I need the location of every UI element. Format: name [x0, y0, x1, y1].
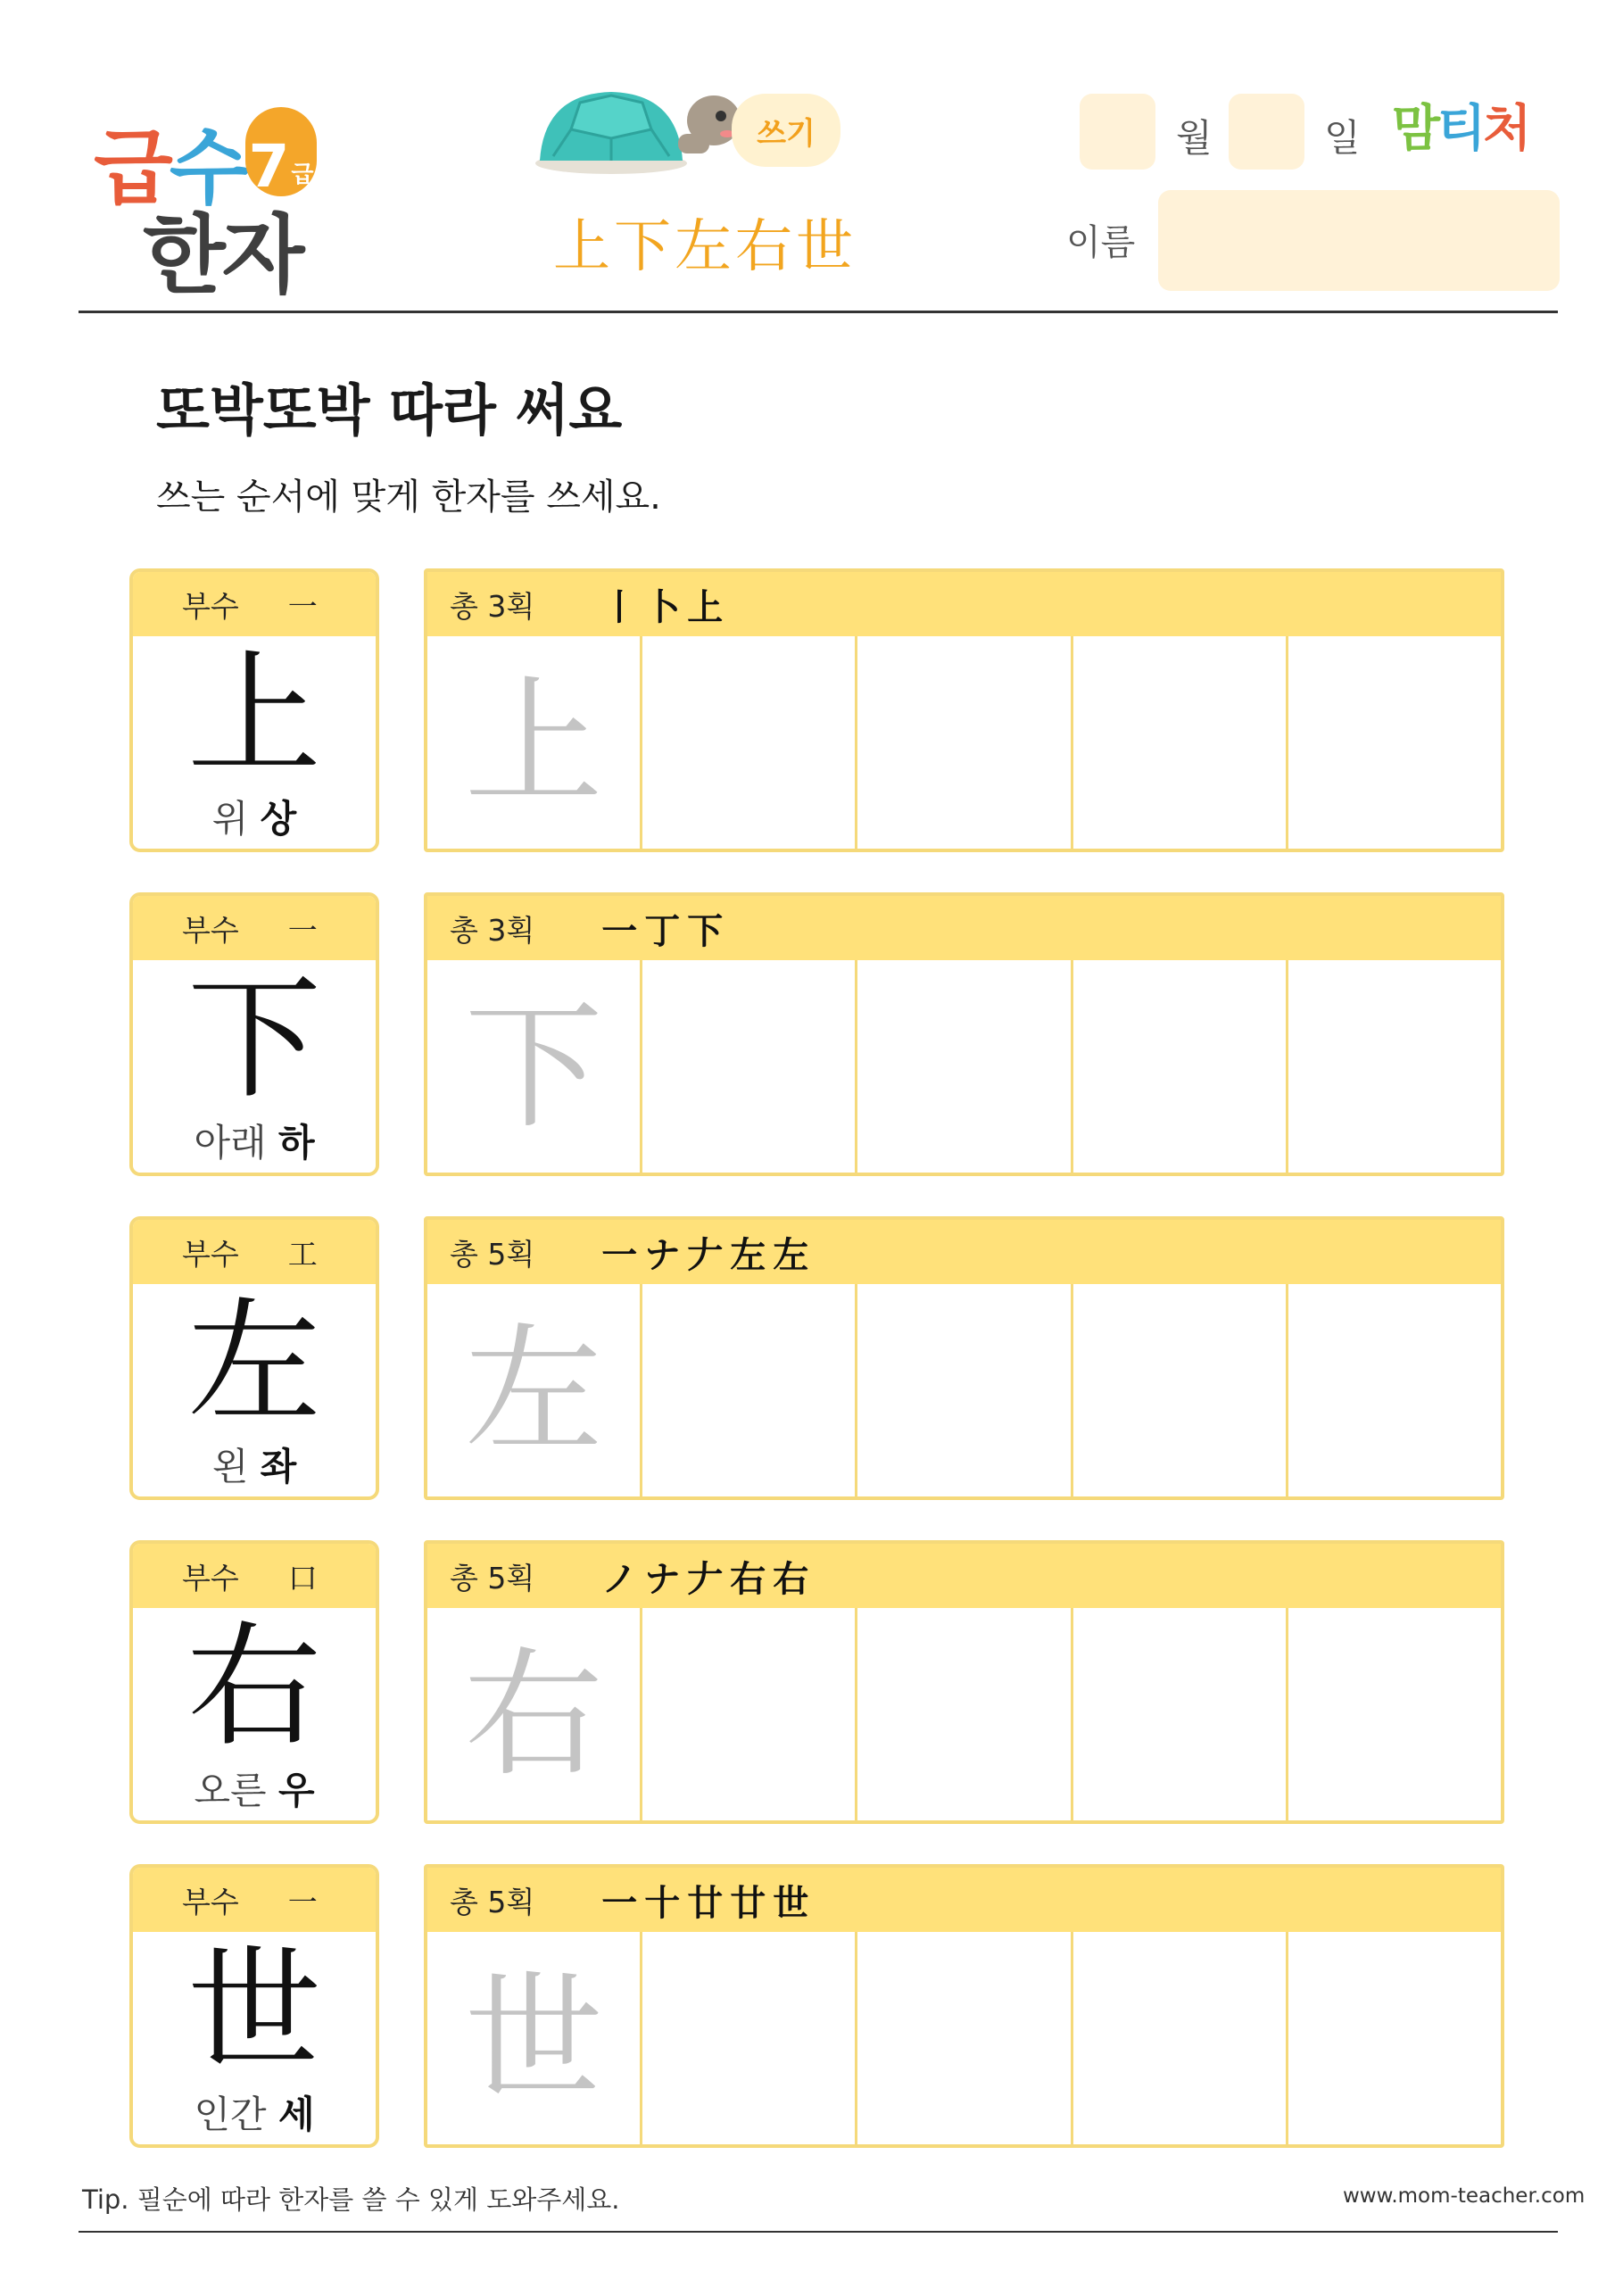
stroke-header	[427, 1868, 1501, 1932]
grade-number: 7	[248, 132, 290, 201]
trace-char: 右	[464, 1633, 603, 1795]
speech-bubble: 쓰기	[732, 94, 840, 167]
section-subtitle: 쓰는 순서에 맞게 한자를 쓰세요.	[156, 477, 661, 518]
stroke-order: 丨卜上	[601, 585, 731, 628]
radical: 口	[287, 1560, 318, 1596]
model-char: 右	[186, 1610, 321, 1765]
write-cell[interactable]	[1071, 1608, 1286, 1820]
sound: 세	[277, 2093, 315, 2136]
radical-label: 부수	[182, 1884, 239, 1919]
trace-char: 上	[464, 661, 603, 824]
char-card-3	[129, 1216, 379, 1500]
practice-grid-2	[424, 892, 1504, 1176]
char-card-4	[129, 1540, 379, 1824]
radical-header	[133, 572, 376, 636]
radical-label: 부수	[182, 1560, 239, 1596]
sound: 우	[277, 1769, 315, 1812]
month-field[interactable]	[1080, 94, 1155, 170]
write-cell[interactable]	[1286, 1608, 1501, 1820]
worksheet-title-hanja: 上下左右世	[553, 214, 857, 280]
write-cell[interactable]	[640, 1932, 855, 2144]
meaning	[133, 790, 376, 843]
write-cell[interactable]	[1286, 636, 1501, 849]
section-title: 또박또박 따라 써요	[156, 377, 623, 443]
sound: 상	[260, 797, 297, 841]
stroke-header	[427, 1544, 1501, 1608]
grade-unit: 급	[291, 162, 314, 188]
turtle-icon	[526, 85, 741, 183]
trace-char: 世	[464, 1957, 603, 2119]
write-cell[interactable]	[855, 1608, 1070, 1820]
meaning-word: 오른	[194, 1769, 267, 1812]
stroke-order: 一十廿廿世	[601, 1881, 816, 1924]
footer-url[interactable]: www.mom-teacher.com	[1343, 2184, 1586, 2208]
model-char: 上	[186, 638, 321, 793]
radical: 一	[287, 1884, 318, 1919]
name-label: 이름	[1066, 222, 1136, 263]
radical-header	[133, 1220, 376, 1284]
write-cell[interactable]	[1071, 960, 1286, 1173]
month-label: 월	[1176, 116, 1213, 160]
model-char: 左	[186, 1286, 321, 1441]
write-cell[interactable]	[640, 1608, 855, 1820]
stroke-order: 一ナ𠂇左左	[601, 1233, 816, 1276]
meaning-word: 인간	[194, 2093, 267, 2136]
write-cell[interactable]	[1071, 1932, 1286, 2144]
write-cell[interactable]	[855, 636, 1070, 849]
day-field[interactable]	[1229, 94, 1304, 170]
radical: 工	[287, 1236, 318, 1272]
stroke-count: 총 5획	[450, 1236, 535, 1272]
trace-cell[interactable]	[427, 636, 640, 849]
write-cell[interactable]	[855, 960, 1070, 1173]
meaning-word: 위	[211, 797, 249, 841]
meaning	[133, 1761, 376, 1815]
stroke-count: 총 5획	[450, 1560, 535, 1596]
meaning-word: 왼	[211, 1445, 249, 1488]
trace-cell[interactable]	[427, 1284, 640, 1496]
radical: 一	[287, 588, 318, 624]
meaning	[133, 1114, 376, 1167]
footer-divider	[79, 2231, 1558, 2233]
model-char: 下	[186, 962, 321, 1117]
char-card-2	[129, 892, 379, 1176]
radical-label: 부수	[182, 588, 239, 624]
brand-char-2: 티	[1437, 100, 1484, 158]
trace-char: 左	[464, 1309, 603, 1471]
write-cell[interactable]	[1286, 1284, 1501, 1496]
logo-char-1: 급	[94, 120, 170, 216]
logo-char-2: 수	[169, 120, 245, 216]
stroke-order: 一丁下	[601, 909, 731, 952]
stroke-header	[427, 572, 1501, 636]
stroke-count: 총 3획	[450, 912, 535, 948]
stroke-header	[427, 1220, 1501, 1284]
logo-bottom: 한자	[143, 205, 302, 305]
sound: 하	[277, 1121, 315, 1165]
write-cell[interactable]	[640, 636, 855, 849]
practice-grid-3	[424, 1216, 1504, 1500]
header-divider	[79, 311, 1558, 313]
trace-cell[interactable]	[427, 1608, 640, 1820]
write-cell[interactable]	[1286, 960, 1501, 1173]
radical-header	[133, 896, 376, 960]
footer-tip: Tip. 필순에 따라 한자를 쓸 수 있게 도와주세요.	[82, 2184, 620, 2215]
stroke-header	[427, 896, 1501, 960]
meaning	[133, 1438, 376, 1491]
char-card-1	[129, 568, 379, 852]
meaning	[133, 2085, 376, 2139]
meaning-word: 아래	[194, 1121, 267, 1165]
brand-char-1: 맘	[1392, 100, 1438, 158]
write-cell[interactable]	[640, 960, 855, 1173]
brand-logo	[1392, 89, 1528, 161]
radical-header	[133, 1544, 376, 1608]
write-cell[interactable]	[855, 1932, 1070, 2144]
write-cell[interactable]	[1071, 1284, 1286, 1496]
trace-char: 下	[464, 985, 603, 1148]
char-card-5	[129, 1864, 379, 2148]
brand-char-3: 처	[1483, 100, 1529, 158]
stroke-order: ノナ𠂇右右	[601, 1557, 816, 1600]
grade-badge	[245, 107, 317, 201]
practice-grid-4	[424, 1540, 1504, 1824]
radical-label: 부수	[182, 1236, 239, 1272]
practice-grid-5	[424, 1864, 1504, 2148]
write-cell[interactable]	[640, 1284, 855, 1496]
write-cell[interactable]	[1071, 636, 1286, 849]
day-label: 일	[1324, 116, 1361, 160]
radical-header	[133, 1868, 376, 1932]
write-cell[interactable]	[1286, 1932, 1501, 2144]
sound: 좌	[260, 1445, 297, 1488]
radical: 一	[287, 912, 318, 948]
model-char: 世	[186, 1934, 321, 2089]
practice-grid-1	[424, 568, 1504, 852]
trace-cell[interactable]	[427, 960, 640, 1173]
name-field[interactable]	[1158, 190, 1560, 291]
radical-label: 부수	[182, 912, 239, 948]
stroke-count: 총 3획	[450, 588, 535, 624]
trace-cell[interactable]	[427, 1932, 640, 2144]
write-cell[interactable]	[855, 1284, 1070, 1496]
stroke-count: 총 5획	[450, 1884, 535, 1919]
